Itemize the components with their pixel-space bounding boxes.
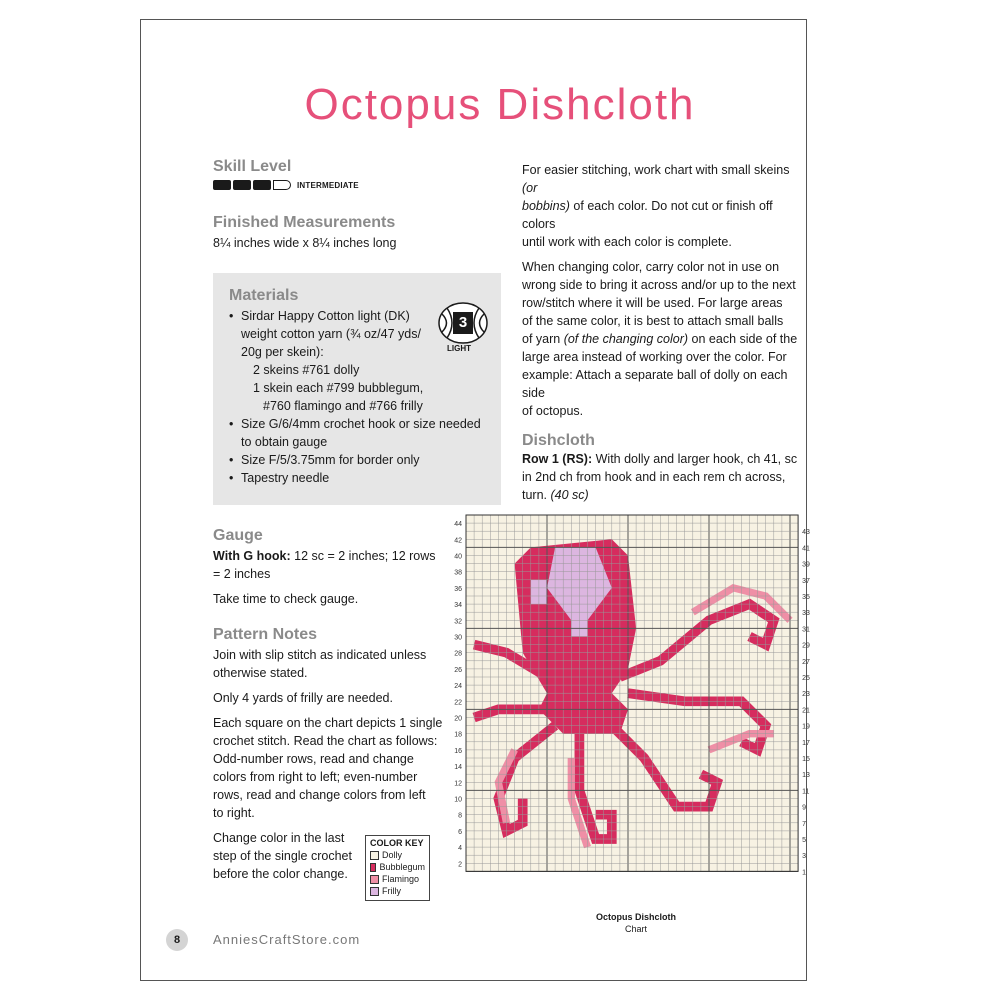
notes-line: Each square on the chart depicts 1 single (213, 716, 443, 730)
materials-item: #760 flamingo and #766 frilly (263, 399, 423, 413)
row-label-right: 5 (802, 837, 807, 844)
row-label-right: 13 (802, 772, 810, 780)
yarn-weight-number: 3 (453, 312, 473, 334)
skill-segment-empty (273, 180, 291, 190)
row-label-right: 9 (802, 804, 807, 812)
color-key-item (370, 861, 425, 873)
row-label-right: 33 (802, 610, 810, 618)
p2-ital-line (522, 330, 807, 348)
octopus-chart (440, 508, 830, 908)
p1-line (522, 233, 807, 251)
row-label-left: 12 (454, 780, 462, 788)
color-swatch (370, 887, 379, 896)
gauge-bold: With G hook: (213, 549, 291, 563)
materials-item: • Size G/6/4mm crochet hook or size needed (241, 415, 511, 433)
measurements-section (213, 214, 396, 252)
p2-line: example: Attach a separate ball of dolly on each side (522, 368, 788, 400)
row-label-right: 19 (802, 723, 810, 731)
row-label-left: 26 (454, 666, 462, 674)
row-label-left: 16 (454, 747, 462, 755)
notes-line: Join with slip stitch as indicated unless (213, 648, 427, 662)
row-label-right: 25 (802, 675, 810, 682)
row-label-left: 40 (454, 553, 462, 561)
row-label-left: 10 (454, 796, 462, 804)
gauge-line1: 12 sc = 2 inches; 12 rows (290, 549, 436, 563)
skill-level-bar (213, 180, 359, 190)
row-label-right: 3 (802, 853, 807, 861)
row-label-right: 21 (802, 707, 810, 715)
p1-segment: For easier stitching, work chart with small skeins (522, 163, 790, 177)
notes-line: step of the single crochet (213, 849, 352, 863)
materials-item: • Sirdar Happy Cotton light (DK) (241, 307, 511, 325)
row-label-left: 14 (454, 764, 462, 772)
row-label-right: 31 (802, 626, 810, 634)
notes-line: Only 4 yards of frilly are needed. (213, 691, 393, 705)
row-label-left: 42 (454, 537, 462, 545)
color-swatch (370, 863, 376, 872)
color-key-item (370, 873, 425, 885)
measurements-text: 8¼ inches wide x 8¼ inches long (213, 236, 397, 250)
paragraph-color-change (522, 258, 807, 420)
p2-line-end: on each side of the (688, 332, 798, 346)
row-label-right: 35 (802, 594, 810, 601)
row1-count: (40 sc) (550, 488, 589, 502)
row1-instruction (522, 450, 807, 504)
notes-line: rows, read and change colors from left (213, 788, 426, 802)
row-label-right: 1 (802, 869, 807, 877)
skill-heading: Skill Level (213, 158, 292, 175)
gauge-text (213, 547, 443, 583)
row-label-right: 43 (802, 529, 810, 537)
materials-item: 2 skeins #761 dolly (253, 363, 360, 377)
row-label-left: 38 (454, 569, 462, 577)
row-label-left: 32 (454, 618, 462, 626)
notes-paragraph (213, 646, 453, 682)
row-label-left: 28 (454, 650, 462, 658)
p1-line (522, 197, 807, 233)
row-label-right: 7 (802, 820, 807, 828)
color-key-item (370, 849, 425, 861)
materials-item: 1 skein each #799 bubblegum, (253, 381, 424, 395)
notes-line: otherwise stated. (213, 666, 308, 680)
color-key (365, 835, 430, 901)
color-key-title: COLOR KEY (370, 838, 424, 848)
row-label-right: 15 (802, 756, 810, 763)
row1-label: Row 1 (RS): (522, 452, 593, 466)
yarn-weight-label: LIGHT (447, 344, 471, 353)
color-key-item (370, 885, 425, 897)
p1-segment: bobbins) (522, 199, 570, 213)
row-label-right: 41 (802, 545, 810, 553)
p1-segment: (or (522, 181, 538, 195)
notes-line: colors from right to left; even-number (213, 770, 418, 784)
dishcloth-heading: Dishcloth (522, 432, 595, 449)
notes-line: Change color in the last (213, 831, 345, 845)
p2-line: large area instead of working over the color. For (522, 350, 787, 364)
row1-text-b: in 2nd ch from hook and in each rem ch across, (522, 470, 786, 484)
skill-segment (233, 180, 251, 190)
row-label-left: 24 (454, 683, 462, 691)
p2-line: of the same color, it is best to attach small balls (522, 314, 784, 328)
notes-line: crochet stitch. Read the chart as follows: (213, 734, 438, 748)
row-label-left: 30 (454, 634, 462, 642)
color-name: Frilly (382, 886, 401, 896)
color-name: Dolly (382, 850, 403, 860)
notes-line: Odd-number rows, read and change (213, 752, 414, 766)
materials-item: • Tapestry needle (241, 469, 511, 487)
row-label-right: 27 (802, 658, 810, 666)
p2-line: When changing color, carry color not in use on (522, 260, 780, 274)
row-label-left: 18 (454, 731, 462, 739)
color-key-list (370, 849, 425, 897)
row1-text-c: turn. (522, 488, 551, 502)
row-label-left: 36 (454, 585, 462, 593)
chart-caption-title: Octopus Dishcloth (595, 912, 676, 922)
page-title: Octopus Dishcloth (304, 80, 696, 129)
row-label-left: 4 (458, 845, 462, 853)
p1-segment: of each color. Do not cut or finish off colors (522, 199, 773, 231)
p2-line: row/stitch where it will be used. For large areas (522, 296, 783, 310)
p2-line-start: of yarn (522, 332, 564, 346)
row-label-right: 23 (802, 691, 810, 699)
row-label-left: 2 (458, 861, 462, 869)
row-label-right: 39 (802, 561, 810, 569)
color-name: Bubblegum (379, 862, 425, 872)
row-label-left: 34 (454, 602, 462, 610)
p1-line (522, 161, 807, 197)
row-label-left: 8 (458, 812, 462, 820)
instructions-section (522, 161, 807, 530)
p2-line: wrong side to bring it across and/or up to the next (522, 278, 796, 292)
row-label-left: 22 (454, 699, 462, 707)
materials-item: to obtain gauge (241, 435, 328, 449)
gauge-check: Take time to check gauge. (213, 592, 359, 606)
color-swatch (370, 875, 379, 884)
gauge-line2: = 2 inches (213, 567, 271, 581)
paragraph-bobbins (522, 161, 807, 251)
notes-paragraph (213, 714, 453, 822)
materials-heading: Materials (229, 287, 299, 304)
page-number: 8 (166, 929, 188, 951)
color-name: Flamingo (382, 874, 420, 884)
row-label-right: 11 (802, 788, 810, 796)
row-label-left: 44 (454, 521, 462, 529)
chart-caption-sub: Chart (624, 924, 647, 934)
p2-italic: (of the changing color) (563, 332, 689, 346)
gauge-heading: Gauge (213, 527, 263, 544)
row-label-left: 6 (458, 828, 462, 836)
materials-item: • Size F/5/3.75mm for border only (241, 451, 511, 469)
color-swatch (370, 851, 379, 860)
row-label-right: 17 (802, 739, 810, 747)
skill-level-label: INTERMEDIATE (297, 180, 359, 190)
notes-heading: Pattern Notes (213, 626, 318, 643)
materials-item: 20g per skein): (241, 345, 324, 359)
skill-segment (253, 180, 271, 190)
site-url[interactable]: AnniesCraftStore.com (213, 932, 361, 947)
gauge-section (213, 527, 443, 608)
row-label-right: 29 (802, 642, 810, 650)
p2-line: of octopus. (522, 404, 584, 418)
row1-text-a: With dolly and larger hook, ch 41, sc (592, 452, 798, 466)
p1-segment: until work with each color is complete. (522, 235, 732, 249)
row-label-right: 37 (802, 577, 810, 585)
measurements-heading: Finished Measurements (213, 214, 396, 231)
materials-item: weight cotton yarn (¾ oz/47 yds/ (241, 327, 421, 341)
row-label-left: 20 (454, 715, 462, 723)
notes-paragraph (213, 689, 453, 707)
skill-section (213, 158, 359, 190)
notes-line: to right. (213, 806, 255, 820)
notes-line: before the color change. (213, 867, 348, 881)
skill-segment (213, 180, 231, 190)
